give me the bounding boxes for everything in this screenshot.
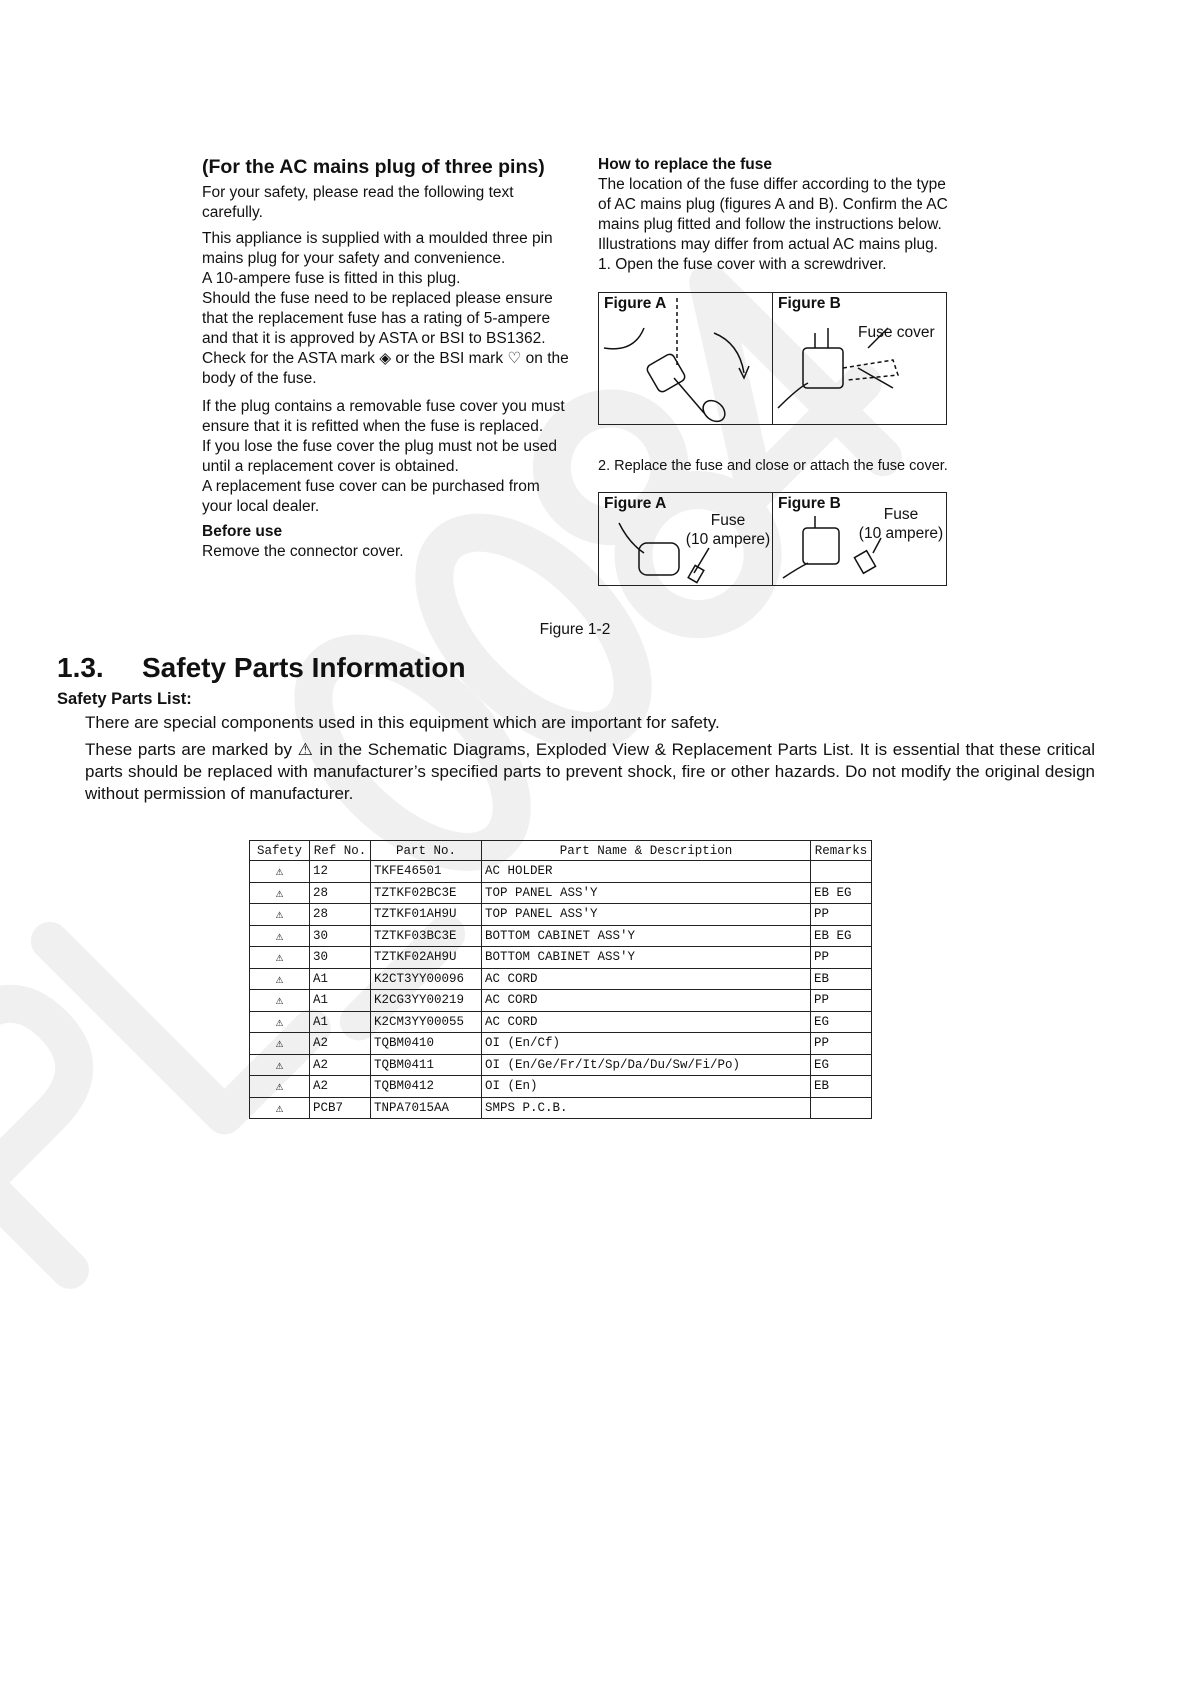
part-no-cell: K2CM3YY00055 <box>371 1011 482 1033</box>
remarks-cell: EB EG <box>811 882 872 904</box>
figure-b <box>772 293 946 424</box>
table-header <box>250 841 872 861</box>
figure-label: Figure B <box>778 295 841 312</box>
safety-parts-list-title: Safety Parts List: <box>57 690 192 708</box>
section-number: 1.3. <box>57 652 104 683</box>
paragraph: A 10-ampere fuse is fitted in this plug. <box>202 270 461 287</box>
part-no-cell: TNPA7015AA <box>371 1097 482 1119</box>
ref-no-cell: 30 <box>310 947 371 969</box>
table-row <box>250 925 872 947</box>
paragraph: For your safety, please read the following text carefully. <box>202 184 514 221</box>
safety-cell <box>250 968 310 990</box>
text: in the Schematic Diagrams, Exploded View & Replacement Parts List. It is essential that these critical parts should be replaced with manufacturer’s specified parts to prevent shock, fire or other hazards. Do not modify the original design without permission of manufacturer. <box>85 740 1095 803</box>
text: (10 ampere) <box>858 525 944 542</box>
fuse-label <box>858 505 944 543</box>
step-1: 1. Open the fuse cover with a screwdriver. <box>598 256 887 273</box>
table-row <box>250 1054 872 1076</box>
remarks-cell <box>811 861 872 883</box>
figure-a <box>599 293 772 424</box>
figure-caption: Figure 1-2 <box>539 621 611 638</box>
left-column <box>202 155 572 568</box>
part-no-cell: TZTKF03BC3E <box>371 925 482 947</box>
ref-no-cell: PCB7 <box>310 1097 371 1119</box>
description-cell: OI (En) <box>482 1076 811 1098</box>
figure-open-cover <box>598 292 947 425</box>
description-cell: OI (En/Cf) <box>482 1033 811 1055</box>
safety-cell <box>250 904 310 926</box>
part-no-cell: TZTKF02BC3E <box>371 882 482 904</box>
remarks-cell: EG <box>811 1011 872 1033</box>
ref-no-cell: 12 <box>310 861 371 883</box>
figure-replace-fuse <box>598 492 947 586</box>
paragraph: If the plug contains a removable fuse cover you must ensure that it is refitted when the fuse is replaced. <box>202 398 565 435</box>
warning-icon: ⚠ <box>275 1058 284 1073</box>
remarks-cell: EB EG <box>811 925 872 947</box>
safety-cell <box>250 1033 310 1055</box>
part-no-cell: TQBM0410 <box>371 1033 482 1055</box>
step-2: 2. Replace the fuse and close or attach the fuse cover. <box>598 458 948 474</box>
table-row <box>250 861 872 883</box>
warning-icon: ⚠ <box>275 865 284 880</box>
description-cell: AC CORD <box>482 990 811 1012</box>
ref-no-cell: A2 <box>310 1076 371 1098</box>
safety-cell <box>250 947 310 969</box>
paragraph <box>85 739 1095 805</box>
safety-cell <box>250 861 310 883</box>
figure-label: Figure B <box>778 495 841 512</box>
safety-cell <box>250 1054 310 1076</box>
column-header: Part Name & Description <box>482 841 811 861</box>
description-cell: OI (En/Ge/Fr/It/Sp/Da/Du/Sw/Fi/Po) <box>482 1054 811 1076</box>
warning-icon: ⚠ <box>275 994 284 1009</box>
warning-icon: ⚠ <box>275 1080 284 1095</box>
ref-no-cell: A1 <box>310 968 371 990</box>
part-no-cell: K2CG3YY00219 <box>371 990 482 1012</box>
ref-no-cell: A2 <box>310 1054 371 1076</box>
ref-no-cell: A1 <box>310 1011 371 1033</box>
remarks-cell: PP <box>811 990 872 1012</box>
intro-text: The location of the fuse differ according to the type of AC mains plug (figures A and B). Confirm the AC mains plug fitted and follow the instructions below. Illustrations may differ from actual AC mains plug. <box>598 176 948 253</box>
asta-mark-icon: ◈ <box>379 350 392 367</box>
ref-no-cell: A1 <box>310 990 371 1012</box>
text: Check for the ASTA mark <box>202 350 375 367</box>
table-row <box>250 1011 872 1033</box>
table-row <box>250 1033 872 1055</box>
ref-no-cell: 28 <box>310 904 371 926</box>
part-no-cell: TKFE46501 <box>371 861 482 883</box>
text: Fuse <box>710 512 746 529</box>
description-cell: AC HOLDER <box>482 861 811 883</box>
warning-icon: ⚠ <box>275 908 284 923</box>
description-cell: AC CORD <box>482 968 811 990</box>
paragraph: This appliance is supplied with a moulded three pin mains plug for your safety and convenience. <box>202 230 553 267</box>
text: These parts are marked by <box>85 740 292 759</box>
figure-label: Figure A <box>604 495 667 512</box>
description-cell: TOP PANEL ASS'Y <box>482 882 811 904</box>
table-row <box>250 947 872 969</box>
table-row <box>250 904 872 926</box>
replace-fuse-title: How to replace the fuse <box>598 156 772 173</box>
warning-icon: ⚠ <box>275 951 284 966</box>
figure-a <box>599 493 772 585</box>
part-no-cell: TQBM0411 <box>371 1054 482 1076</box>
warning-icon: ⚠ <box>275 1037 284 1052</box>
warning-icon: ⚠ <box>275 1101 284 1116</box>
before-use-title: Before use <box>202 523 283 540</box>
remarks-cell: PP <box>811 904 872 926</box>
paragraph: Should the fuse need to be replaced please ensure that the replacement fuse has a rating of 5-ampere and that it is approved by ASTA or BSI to BS1362. <box>202 290 553 347</box>
bsi-mark-icon: ♡ <box>507 350 522 367</box>
before-use-text: Remove the connector cover. <box>202 543 404 560</box>
description-cell: BOTTOM CABINET ASS'Y <box>482 947 811 969</box>
ref-no-cell: A2 <box>310 1033 371 1055</box>
table-row <box>250 968 872 990</box>
safety-parts-table <box>249 840 872 1119</box>
paragraph: There are special components used in this equipment which are important for safety. <box>85 713 720 732</box>
safety-cell <box>250 1076 310 1098</box>
warning-icon: ⚠ <box>297 740 314 759</box>
remarks-cell: PP <box>811 1033 872 1055</box>
remarks-cell: EG <box>811 1054 872 1076</box>
section-heading <box>57 652 466 684</box>
safety-cell <box>250 925 310 947</box>
remarks-cell <box>811 1097 872 1119</box>
safety-cell <box>250 882 310 904</box>
table-row <box>250 990 872 1012</box>
safety-cell <box>250 1011 310 1033</box>
remarks-cell: EB <box>811 968 872 990</box>
description-cell: AC CORD <box>482 1011 811 1033</box>
figure-b <box>772 493 946 585</box>
paragraph: If you lose the fuse cover the plug must not be used until a replacement cover is obtained. <box>202 438 557 475</box>
warning-icon: ⚠ <box>275 929 284 944</box>
text: or the BSI mark <box>395 350 504 367</box>
remarks-cell: PP <box>811 947 872 969</box>
warning-icon: ⚠ <box>275 1015 284 1030</box>
part-no-cell: TQBM0412 <box>371 1076 482 1098</box>
column-header: Ref No. <box>310 841 371 861</box>
column-header: Part No. <box>371 841 482 861</box>
right-column <box>598 155 958 275</box>
plug-title: (For the AC mains plug of three pins) <box>202 156 545 178</box>
fuse-label <box>685 511 771 549</box>
text: on the body of the fuse. <box>202 350 569 387</box>
description-cell: TOP PANEL ASS'Y <box>482 904 811 926</box>
remarks-cell: EB <box>811 1076 872 1098</box>
table-row <box>250 882 872 904</box>
safety-cell <box>250 1097 310 1119</box>
ref-no-cell: 28 <box>310 882 371 904</box>
description-cell: BOTTOM CABINET ASS'Y <box>482 925 811 947</box>
paragraph: A replacement fuse cover can be purchased from your local dealer. <box>202 478 540 515</box>
warning-icon: ⚠ <box>275 886 284 901</box>
part-no-cell: K2CT3YY00096 <box>371 968 482 990</box>
warning-icon: ⚠ <box>275 972 284 987</box>
ref-no-cell: 30 <box>310 925 371 947</box>
table-row <box>250 1097 872 1119</box>
table-row <box>250 1076 872 1098</box>
safety-cell <box>250 990 310 1012</box>
part-no-cell: TZTKF02AH9U <box>371 947 482 969</box>
column-header: Safety <box>250 841 310 861</box>
part-no-cell: TZTKF01AH9U <box>371 904 482 926</box>
description-cell: SMPS P.C.B. <box>482 1097 811 1119</box>
text: (10 ampere) <box>685 531 771 548</box>
column-header: Remarks <box>811 841 872 861</box>
fuse-cover-label: Fuse cover <box>858 324 935 341</box>
text: Fuse <box>883 506 919 523</box>
check-marks <box>202 349 572 389</box>
figure-label: Figure A <box>604 295 667 312</box>
section-title: Safety Parts Information <box>142 652 466 683</box>
